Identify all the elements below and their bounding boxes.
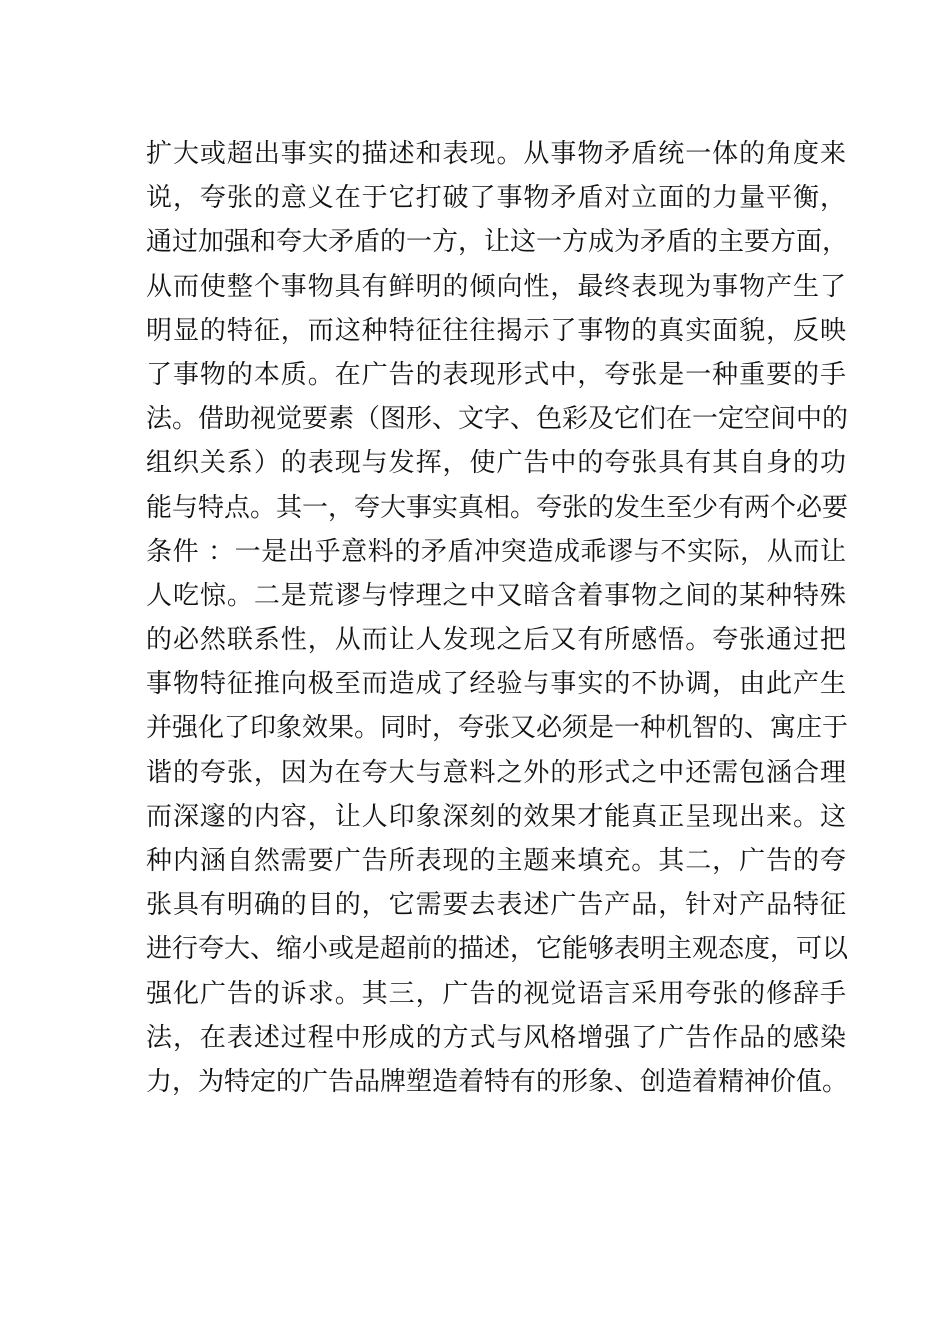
text-line: 说，夸张的意义在于它打破了事物矛盾对立面的力量平衡， xyxy=(146,183,846,214)
text-line: 谐的夸张，因为在夸大与意料之外的形式之中还需包涵合理 xyxy=(146,757,846,788)
text-line: 力，为特定的广告品牌塑造着特有的形象、创造着精神价值。 xyxy=(146,1066,849,1097)
text-line: 人吃惊。二是荒谬与悖理之中又暗含着事物之间的某种特殊 xyxy=(146,580,846,611)
text-line: 的必然联系性，从而让人发现之后又有所感悟。夸张通过把 xyxy=(146,625,846,656)
text-line: 能与特点。其一，夸大事实真相。夸张的发生至少有两个必要 xyxy=(146,492,849,523)
text-line: 事物特征推向极至而造成了经验与事实的不协调，由此产生 xyxy=(146,669,846,700)
text-line: 进行夸大、缩小或是超前的描述，它能够表明主观态度，可以 xyxy=(146,934,849,965)
text-line: 条件 ：一是出乎意料的矛盾冲突造成乖谬与不实际，从而让 xyxy=(146,536,846,567)
text-line: 法，在表述过程中形成的方式与风格增强了广告作品的感染 xyxy=(146,1022,846,1053)
text-line: 组织关系）的表现与发挥，使广告中的夸张具有其自身的功 xyxy=(146,448,846,479)
text-line: 并强化了印象效果。同时，夸张又必须是一种机智的、寓庄于 xyxy=(146,713,849,744)
text-line: 了事物的本质。在广告的表现形式中，夸张是一种重要的手 xyxy=(146,359,846,390)
text-line: 明显的特征，而这种特征往往揭示了事物的真实面貌，反映 xyxy=(146,315,846,346)
text-line: 法。借助视觉要素（图形、文字、色彩及它们在一定空间中的 xyxy=(146,404,849,435)
text-line: 而深邃的内容，让人印象深刻的效果才能真正呈现出来。这 xyxy=(146,801,846,832)
body-paragraph xyxy=(146,132,849,1104)
text-line: 扩大或超出事实的描述和表现。从事物矛盾统一体的角度来 xyxy=(146,139,846,169)
text-line: 强化广告的诉求。其三，广告的视觉语言采用夸张的修辞手 xyxy=(146,978,846,1009)
text-line: 从而使整个事物具有鲜明的倾向性，最终表现为事物产生了 xyxy=(146,271,846,302)
text-line: 通过加强和夸大矛盾的一方，让这一方成为矛盾的主要方面， xyxy=(146,227,849,258)
text-line: 种内涵自然需要广告所表现的主题来填充。其二，广告的夸 xyxy=(146,846,846,876)
text-line: 张具有明确的目的，它需要去表述广告产品，针对产品特征 xyxy=(146,890,846,921)
